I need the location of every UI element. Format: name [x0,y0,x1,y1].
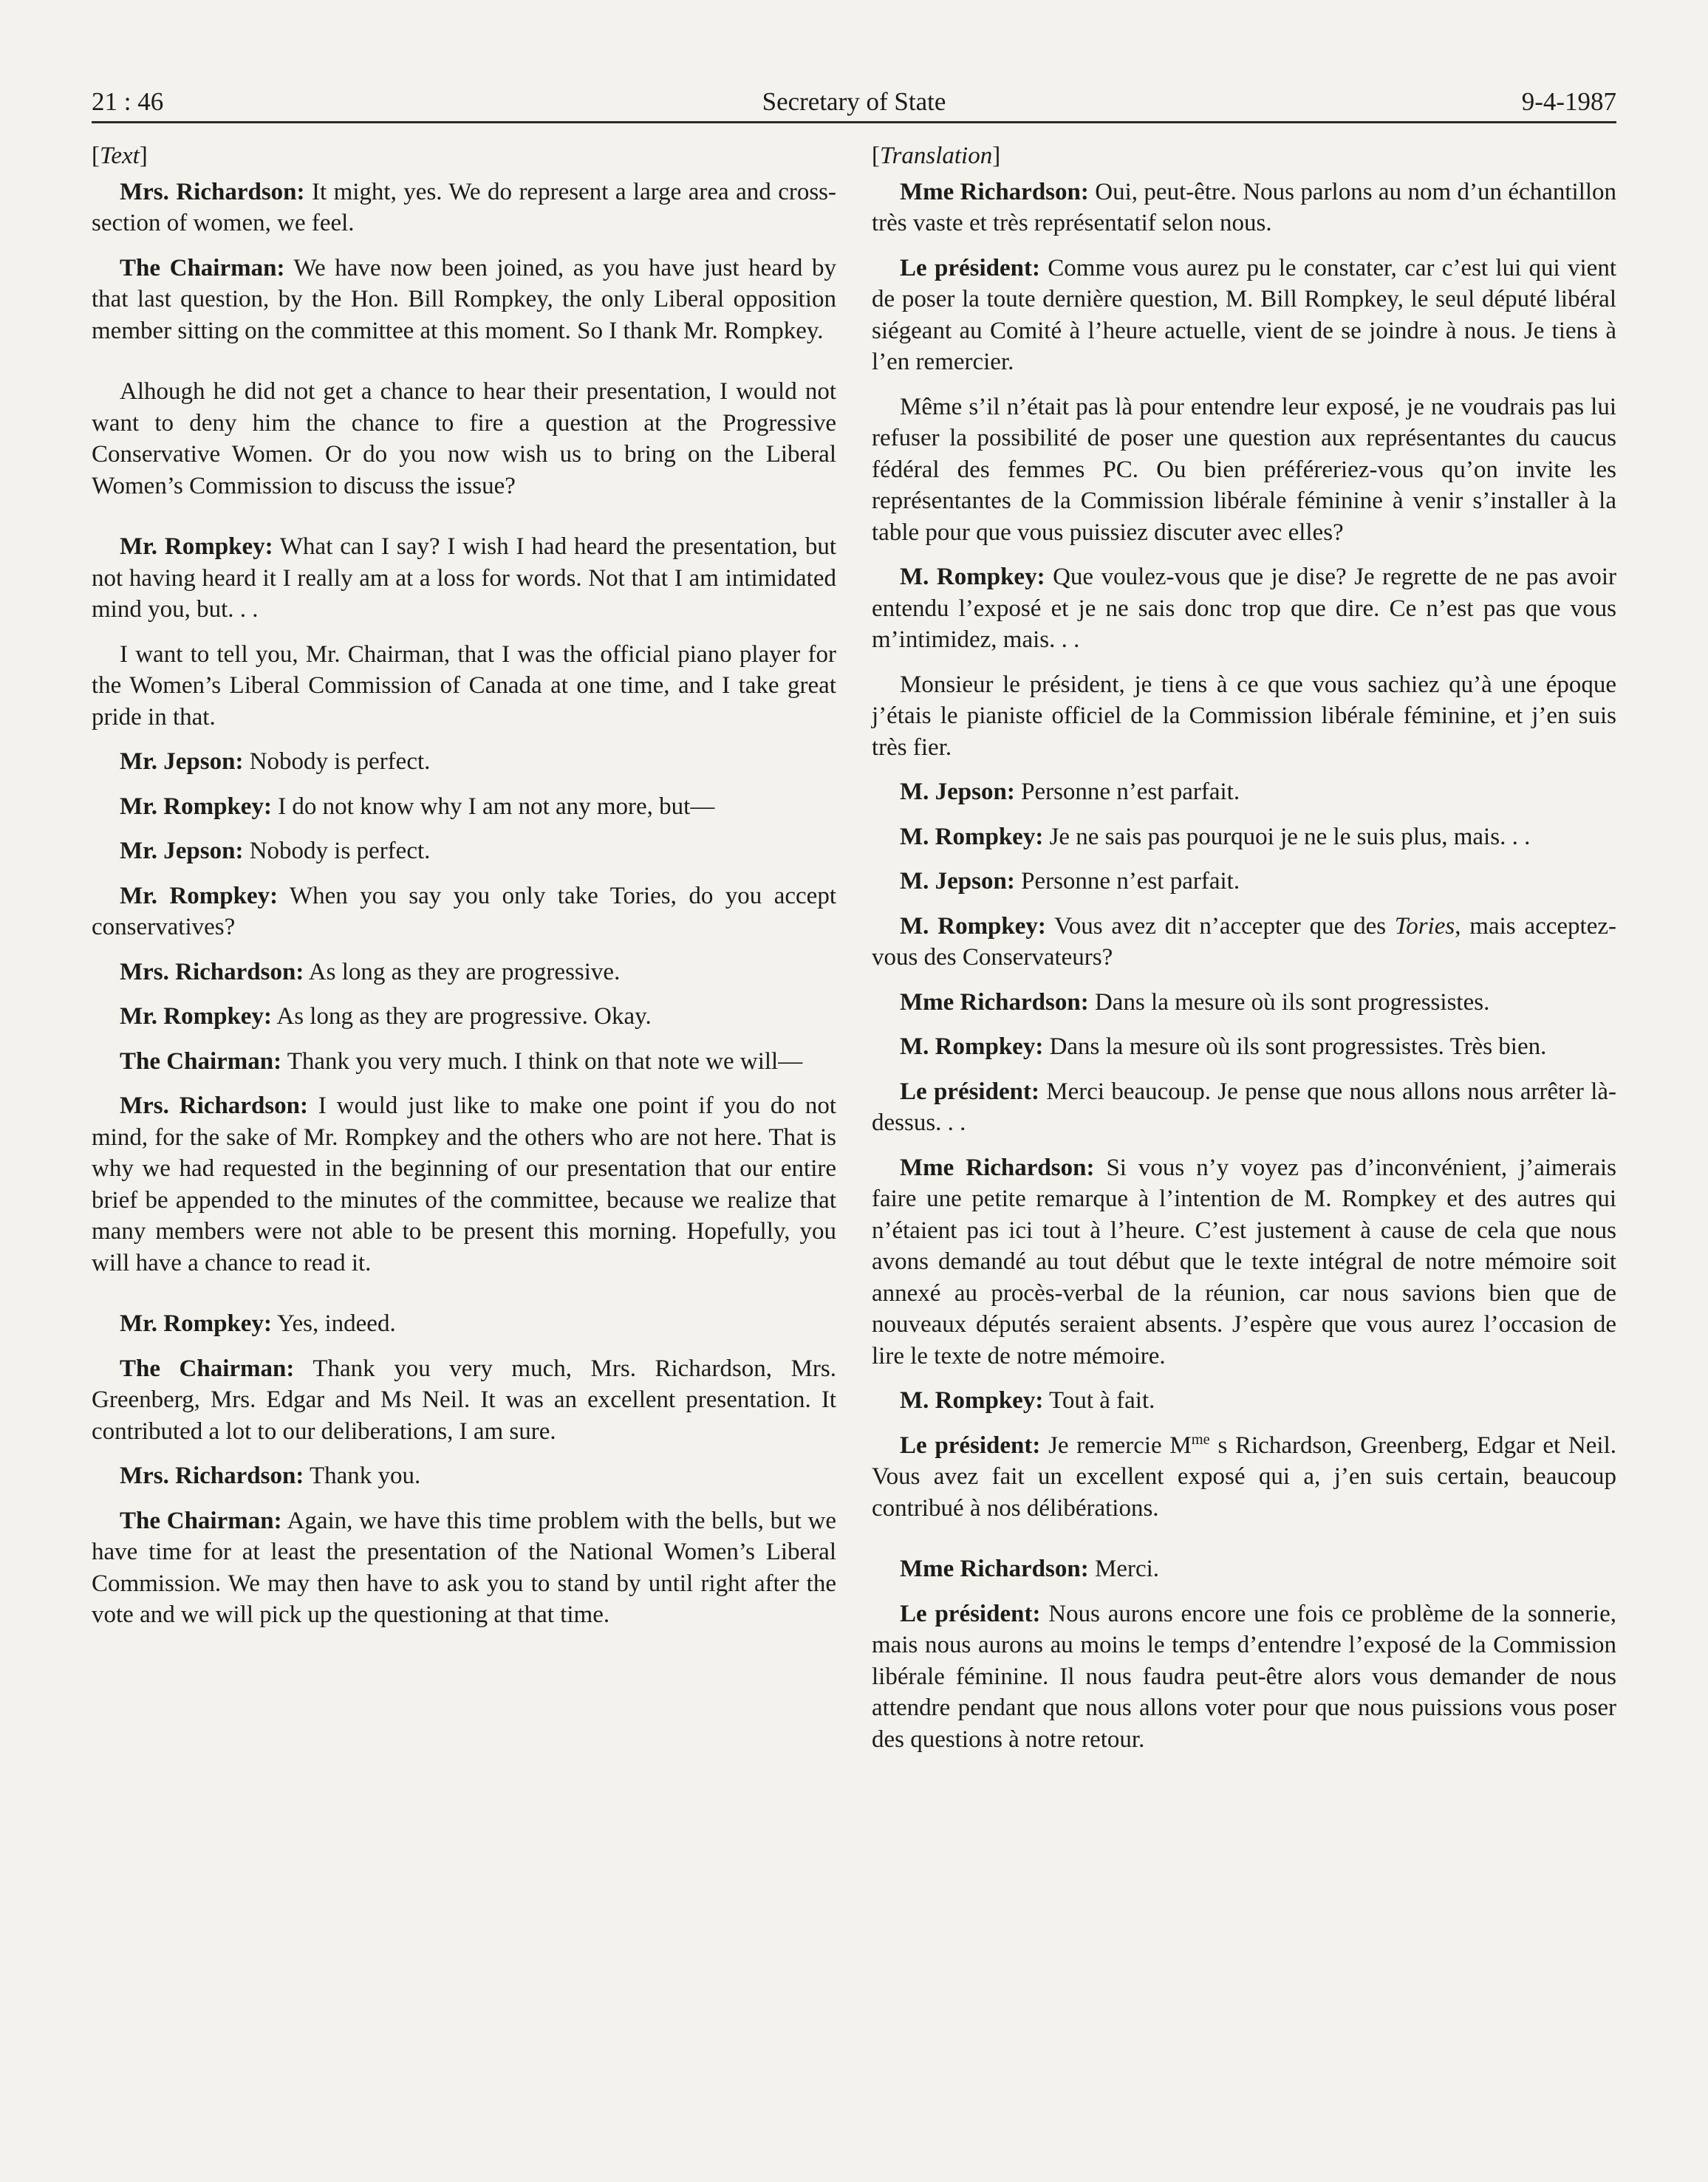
transcript-paragraph: M. Jepson: Personne n’est parfait. [900,779,1240,805]
speaker-name: Mme Richardson: [900,1154,1095,1181]
transcript-paragraph: Mme Richardson: Dans la mesure où ils sont progressistes. [900,988,1490,1016]
speaker-name: Mr. Jepson: [120,748,244,775]
transcript-paragraph: The Chairman: Thank you very much, Mrs. Richardson, Mrs. Greenberg, Mrs. Edgar and Ms Neil. It was an excellent presentation. It contributed a lot to our deliberations, I am sure. [92,1355,836,1445]
transcript-paragraph: Mr. Rompkey: Yes, indeed. [120,1310,396,1337]
speaker-name: Le président: [900,1600,1041,1627]
transcript-paragraph: Mr. Rompkey: As long as they are progressive. Okay. [120,1003,652,1030]
running-title: Secretary of State [762,87,946,116]
speaker-name: Mrs. Richardson: [120,178,305,205]
transcript-paragraph: M. Rompkey: Vous avez dit n’accepter que des Tories, mais acceptez-vous des Conservateurs? [872,912,1617,971]
transcript-paragraph: Monsieur le président, je tiens à ce que vous sachiez qu’à une époque j’étais le pianiste officiel de la Commission libérale féminine, et j’en suis très fier. [872,671,1616,761]
emphasis-word: Tories [1394,912,1455,940]
french-column-label: [Translation] [872,143,1001,169]
transcript-paragraph: Le président: Merci beaucoup. Je pense que nous allons nous arrêter là-dessus. . . [872,1078,1616,1136]
transcript-paragraph: M. Rompkey: Que voulez-vous que je dise? Je regrette de ne pas avoir entendu l’exposé et je ne sais donc trop que dire. Ce n’est pas que vous m’intimidez, mais. . . [872,564,1617,653]
speaker-name: M. Rompkey: [900,912,1046,940]
transcript-paragraph: Le président: Je remercie $M^{me}$ s Richardson, Greenberg, Edgar et Neil. Vous avez fait un excellent exposé qui a, j’en suis certain, beaucoup contribué à nos délibérations. [872,1431,1616,1522]
speaker-name: Mr. Rompkey: [120,1310,272,1337]
transcript-paragraph: Mr. Jepson: Nobody is perfect. [120,838,431,864]
transcript-paragraph: Mrs. Richardson: Thank you. [120,1463,421,1489]
english-column-label: [Text] [92,143,148,169]
page-number: 21 : 46 [92,87,164,116]
transcript-paragraph: Le président: Nous aurons encore une fois ce problème de la sonnerie, mais nous aurons au moins le temps d’entendre l’exposé de la Commission libérale féminine. Il nous faudra peut-être alors vous demander de nous attendre pendant que nous allons voter pour que nous puissions vous poser des questions à notre retour. [872,1600,1616,1753]
speaker-name: M. Rompkey: [900,564,1045,590]
transcript-paragraph: I want to tell you, Mr. Chairman, that I was the official piano player for the Women’s Liberal Commission of Canada at one time, and I take great pride in that. [92,640,836,731]
transcript-paragraph: Mr. Rompkey: When you say you only take Tories, do you accept conservatives? [92,882,836,940]
transcript-paragraph: Mrs. Richardson: As long as they are progressive. [120,958,621,985]
speaker-name: Mme Richardson: [900,178,1089,205]
speaker-name: Mrs. Richardson: [120,958,304,985]
speaker-name: Mr. Jepson: [120,838,244,864]
transcript-paragraph: Mme Richardson: Oui, peut-être. Nous parlons au nom d’un échantillon très vaste et très représentatif selon nous. [872,178,1617,236]
speaker-name: Le président: [900,254,1040,281]
transcript-paragraph: M. Jepson: Personne n’est parfait. [900,868,1240,895]
transcript-paragraph: Alhough he did not get a chance to hear their presentation, I would not want to deny him the chance to fire a question at the Progressive Conservative Women. Or do you now wish us to bring on the Liberal Women’s Commission to discuss the issue? [92,378,836,499]
transcript-paragraph: Même s’il n’était pas là pour entendre leur exposé, je ne voudrais pas lui refuser la possibilité de poser une question aux représentantes du caucus fédéral des femmes PC. Ou bien préféreriez-vous qu’on invite les représentantes de la Commission libérale féminine à venir s’installer à la table pour que vous puissiez discuter avec elles? [872,393,1616,546]
speaker-name: Mr. Rompkey: [120,533,273,560]
speaker-name: M. Rompkey: [900,1033,1044,1060]
transcript-paragraph: M. Rompkey: Dans la mesure où ils sont progressistes. Très bien. [900,1033,1547,1060]
speaker-name: Mr. Rompkey: [120,882,279,909]
speaker-name: Le président: [900,1432,1041,1459]
transcript-paragraph: Mrs. Richardson: I would just like to make one point if you do not mind, for the sake of Mr. Rompkey and the others who are not here. That is why we had requested in the beginning of our presentation that our entire brief be appended to the minutes of the committee, because we realize that many members were not able to be present this morning. Hopefully, you will have a chance to read it. [92,1092,837,1276]
transcript-paragraph: Mrs. Richardson: It might, yes. We do represent a large area and cross-section of women, we feel. [92,178,837,236]
speaker-name: Le président: [900,1078,1039,1105]
page-header [92,83,1616,123]
transcript-paragraph: Mr. Rompkey: I do not know why I am not any more, but— [120,793,715,820]
transcript-paragraph: Le président: Comme vous aurez pu le constater, car c’est lui qui vient de poser la toute dernière question, M. Bill Rompkey, le seul député libéral siégeant au Comité à l’heure actuelle, vient de se joindre à nous. Je tiens à l’en remercier. [872,254,1616,375]
transcript-paragraph: Mr. Rompkey: What can I say? I wish I had heard the presentation, but not having heard it I really am at a loss for words. Not that I am intimidated mind you, but. . . [92,533,836,623]
transcript-paragraph: M. Rompkey: Je ne sais pas pourquoi je ne le suis plus, mais. . . [900,823,1531,850]
transcript-paragraph: The Chairman: We have now been joined, as you have just heard by that last question, by the Hon. Bill Rompkey, the only Liberal opposition member sitting on the committee at this moment. So I thank Mr. Rompkey. [92,254,837,344]
transcript-paragraph: The Chairman: Again, we have this time problem with the bells, but we have time for at least the presentation of the National Women’s Liberal Commission. We may then have to ask you to stand by until right after the vote and we will pick up the questioning at that time. [92,1507,836,1628]
superscript-abbrev: me [1191,1431,1210,1448]
speaker-name: The Chairman: [120,1507,282,1534]
transcript-paragraph: Mr. Jepson: Nobody is perfect. [120,748,431,775]
speaker-name: Mr. Rompkey: [120,1003,272,1030]
transcript-paragraph: Mme Richardson: Si vous n’y voyez pas d’inconvénient, j’aimerais faire une petite remarque à l’intention de M. Rompkey et des autres qui n’étaient pas ici tout à l’heure. C’est justement à cause de cela que nous avons demandé au tout début que le texte intégral de notre mémoire soit annexé au procès-verbal de la réunion, car nous savions bien que de nouveaux députés seraient absents. J’espère que vous aurez l’occasion de lire le texte de notre mémoire. [872,1154,1617,1369]
transcript-paragraph: M. Rompkey: Tout à fait. [900,1387,1155,1414]
speaker-name: Mrs. Richardson: [120,1463,304,1489]
speaker-name: The Chairman: [120,254,285,281]
french-column [872,140,1616,1768]
speaker-name: Mme Richardson: [900,1556,1089,1582]
speaker-name: M. Jepson: [900,868,1015,895]
speaker-name: The Chairman: [120,1047,282,1075]
speaker-name: Mme Richardson: [900,988,1089,1016]
speaker-name: M. Rompkey: [900,823,1044,850]
sitting-date: 9-4-1987 [1521,87,1616,116]
transcript-paragraph: The Chairman: Thank you very much. I think on that note we will— [120,1047,803,1075]
speaker-name: The Chairman: [120,1355,295,1382]
speaker-name: M. Jepson: [900,779,1015,805]
transcript-paragraph: Mme Richardson: Merci. [900,1556,1160,1582]
speaker-name: Mrs. Richardson: [120,1092,308,1119]
speaker-name: M. Rompkey: [900,1387,1044,1414]
speaker-name: Mr. Rompkey: [120,793,272,820]
english-column [92,140,836,1644]
